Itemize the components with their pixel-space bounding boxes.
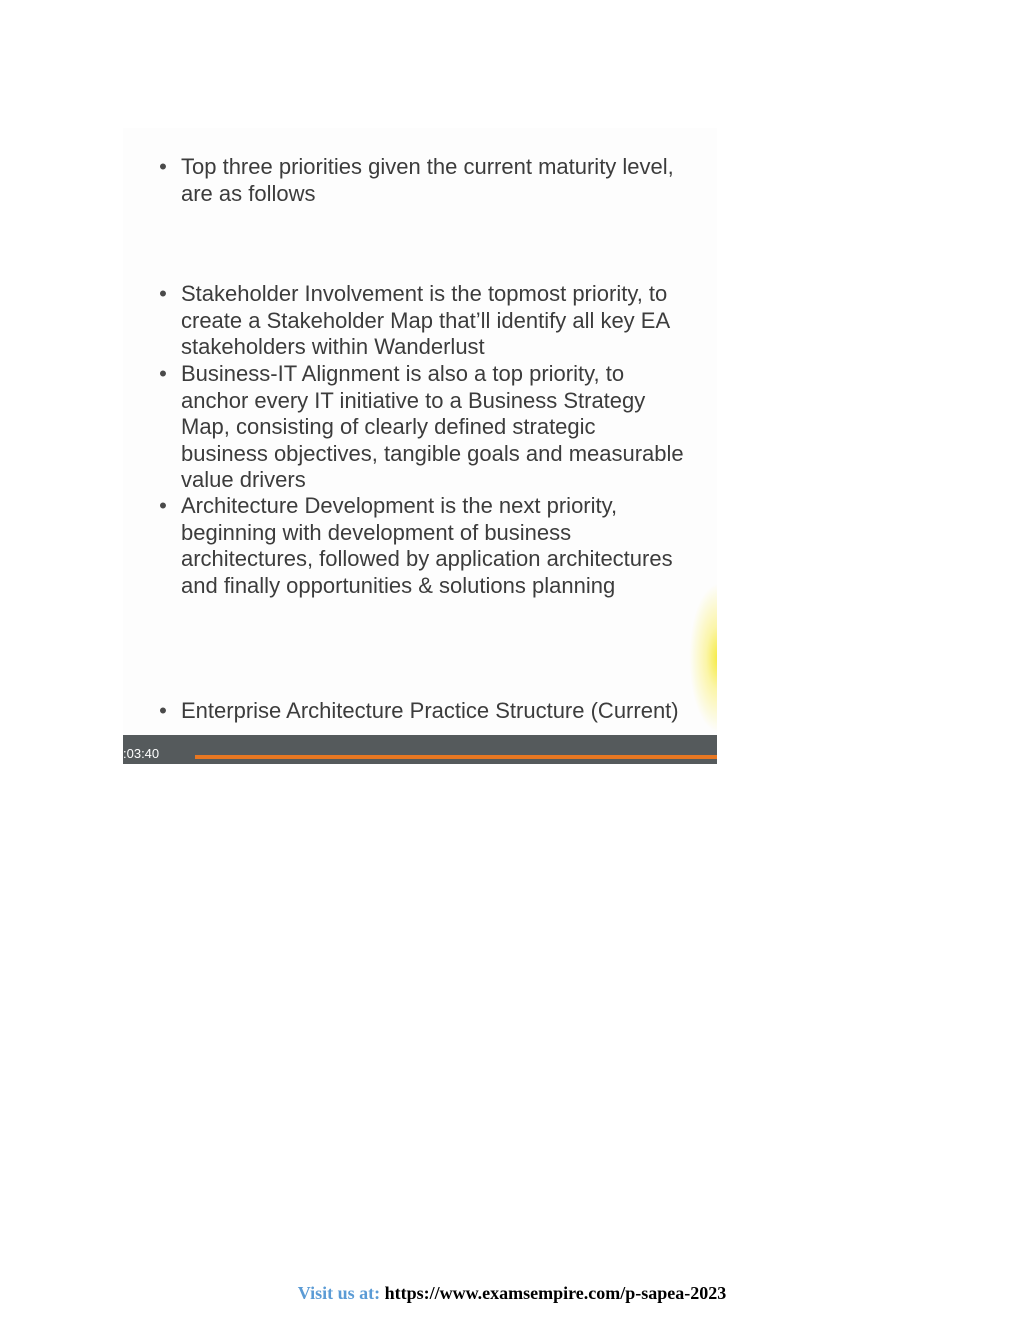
bullet-text: Business-IT Alignment is also a top priority, to anchor every IT initiative to a Business Strategy Map, consisting of clearly defined strategic business objectives, tangible goals and measurable value drivers <box>181 361 684 492</box>
bullet-item <box>157 493 687 599</box>
bullet-text: Architecture Development is the next priority, beginning with development of business architectures, followed by application architectures and finally opportunities & solutions planning <box>181 493 673 598</box>
bullet-dot: • <box>159 493 167 518</box>
video-frame <box>123 128 717 764</box>
slide-content <box>123 128 717 738</box>
footer <box>0 1283 1024 1304</box>
footer-url[interactable]: https://www.examsempire.com/p-sapea-2023 <box>384 1283 727 1303</box>
footer-label: Visit us at: <box>297 1283 381 1303</box>
bullet-item <box>157 698 687 725</box>
bullet-dot: • <box>159 361 167 386</box>
bullet-item <box>157 281 687 361</box>
progress-track[interactable] <box>195 755 717 759</box>
bullet-item <box>157 361 687 494</box>
video-player-controls[interactable] <box>123 735 717 764</box>
cursor-highlight <box>689 583 717 733</box>
bullet-text: Top three priorities given the current maturity level, are as follows <box>181 154 674 206</box>
progress-fill <box>195 755 717 759</box>
bullet-dot: • <box>159 698 167 723</box>
bullet-text: Enterprise Architecture Practice Structure (Current) <box>181 698 679 723</box>
bullet-text: Stakeholder Involvement is the topmost priority, to create a Stakeholder Map that’ll identify all key EA stakeholders within Wanderlust <box>181 281 669 359</box>
bullet-item <box>157 154 687 207</box>
timecode: :03:40 <box>123 746 160 761</box>
bullet-dot: • <box>159 281 167 306</box>
bullet-dot: • <box>159 154 167 179</box>
